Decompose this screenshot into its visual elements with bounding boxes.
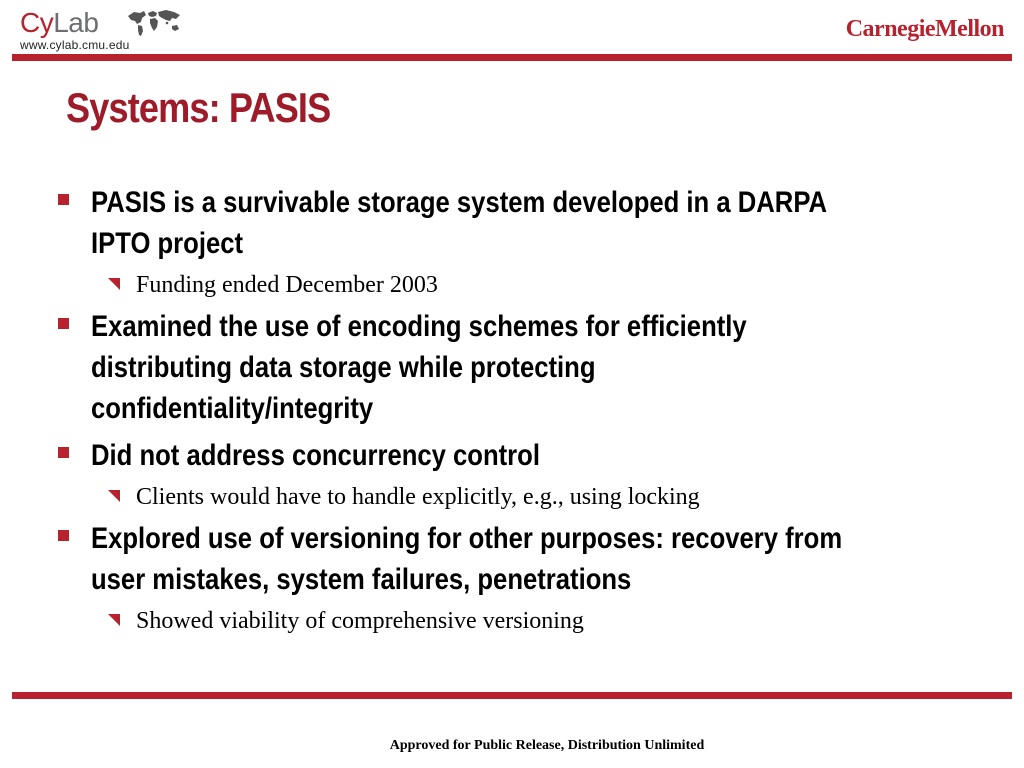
sub-bullet-item xyxy=(108,270,998,300)
carnegie-mellon-logo: CarnegieMellon xyxy=(845,16,1004,42)
bullet-text: Did not address concurrency control xyxy=(91,439,540,472)
bullet-text: PASIS is a survivable storage system developed in a DARPA IPTO project xyxy=(91,186,827,260)
square-bullet-icon xyxy=(58,318,69,329)
bullet-item xyxy=(58,306,998,429)
sub-bullet-item xyxy=(108,482,998,512)
footer-rule xyxy=(12,692,1012,699)
triangle-bullet-icon xyxy=(108,278,120,290)
footer-text: Approved for Public Release, Distribution Unlimited xyxy=(389,738,705,753)
slide-title: Systems: PASIS xyxy=(66,84,331,131)
sub-bullet-item xyxy=(108,606,998,636)
sub-bullet-text: Showed viability of comprehensive versioning xyxy=(136,608,584,634)
square-bullet-icon xyxy=(58,530,69,541)
cylab-logo xyxy=(20,8,129,52)
bullet-text: Explored use of versioning for other purposes: recovery from user mistakes, system failures, penetrations xyxy=(91,522,843,596)
bullet-item xyxy=(58,518,998,600)
sub-bullet-text: Funding ended December 2003 xyxy=(136,272,438,298)
square-bullet-icon xyxy=(58,447,69,458)
bullet-item xyxy=(58,182,998,264)
cylab-url: www.cylab.cmu.edu xyxy=(20,38,130,52)
cylab-wordmark: CyLab xyxy=(20,7,99,38)
triangle-bullet-icon xyxy=(108,490,120,502)
header-rule xyxy=(12,54,1012,61)
square-bullet-icon xyxy=(58,194,69,205)
world-map-icon xyxy=(126,8,182,38)
bullet-text: Examined the use of encoding schemes for efficiently distributing data storage while protecting confidentiality/integrity xyxy=(91,310,747,425)
bullet-item xyxy=(58,435,998,476)
slide-content xyxy=(58,182,998,642)
sub-bullet-text: Clients would have to handle explicitly, e.g., using locking xyxy=(136,484,700,510)
triangle-bullet-icon xyxy=(108,614,120,626)
